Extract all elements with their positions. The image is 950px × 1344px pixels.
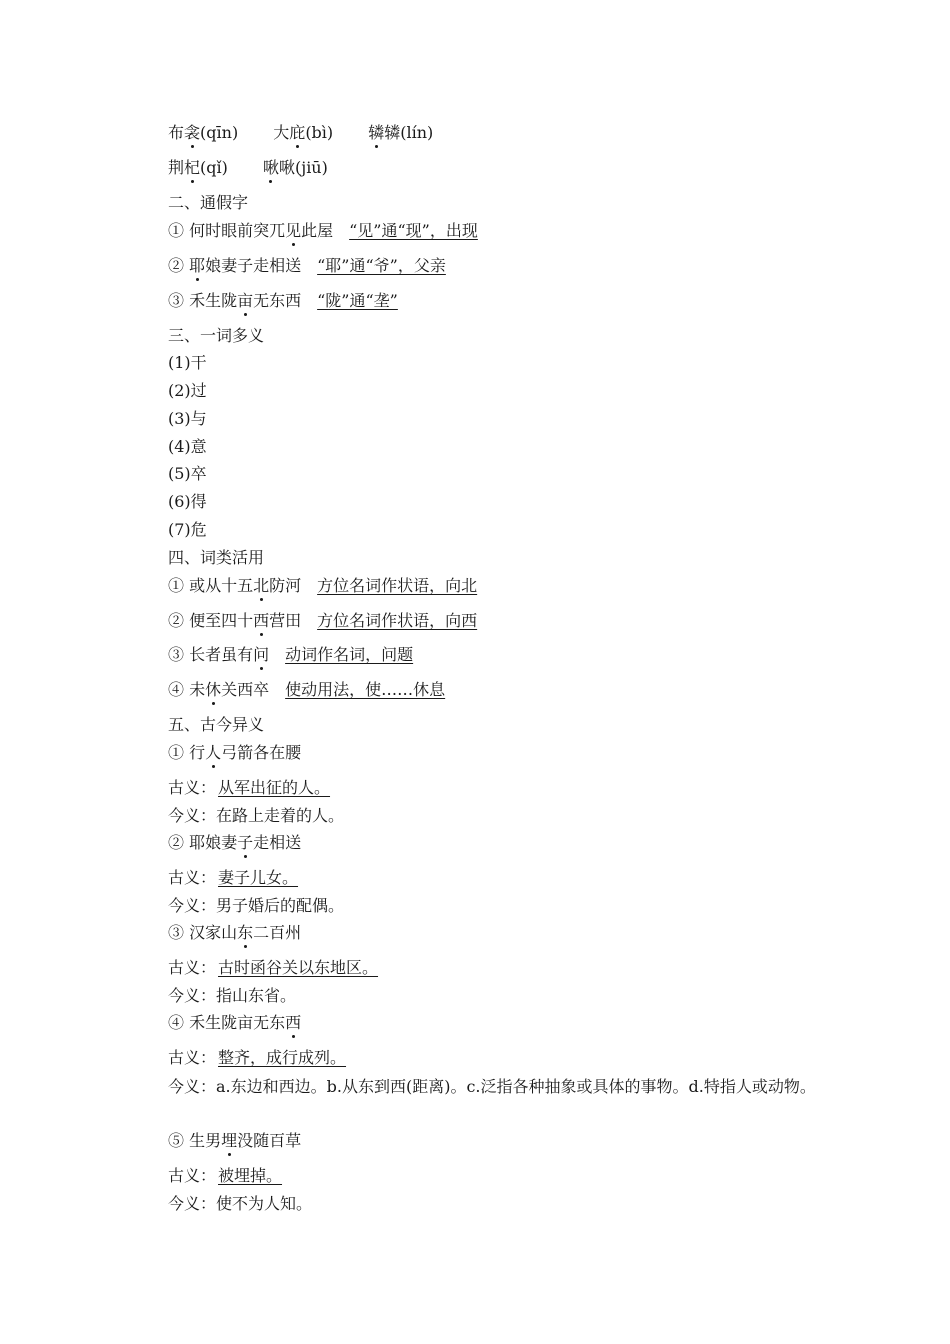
answer-underlined: 使动用法，使……休息 (285, 680, 446, 699)
dotted-char: 杞 (184, 158, 201, 177)
polysemy-item: (3)与 (168, 409, 207, 428)
tongjia-item-1: ① 何时眼前突兀见此屋 “见”通“现”，出现 (168, 221, 478, 240)
answer-underlined: 妻子儿女。 (218, 868, 299, 887)
section-heading-word-class: 四、词类活用 (168, 548, 265, 567)
ancient-meaning: 古义： 整齐，成行成列。 (168, 1048, 347, 1067)
tongjia-item-3: ③ 禾生陇亩无东西 “陇”通“垄” (168, 291, 398, 310)
polysemy-item: (1)干 (168, 353, 207, 372)
dotted-char: 辚 (368, 123, 385, 142)
dotted-char: 见 (285, 221, 302, 240)
dotted-char: 啾 (262, 158, 279, 177)
ancient-modern-item-1: ① 行人弓箭各在腰 (168, 743, 302, 762)
dotted-char: 耶 (189, 256, 206, 275)
dotted-char: 北 (253, 576, 270, 595)
word-class-item-1: ① 或从十五北防河 方位名词作状语，向北 (168, 576, 478, 595)
section-heading-tongjia: 二、通假字 (168, 193, 249, 212)
answer-underlined: “耶”通“爷”，父亲 (317, 256, 446, 275)
dotted-char: 休 (205, 680, 222, 699)
ancient-meaning: 古义： 从军出征的人。 (168, 778, 331, 797)
answer-underlined: 古时函谷关以东地区。 (218, 958, 379, 977)
answer-underlined: 方位名词作状语，向北 (317, 576, 478, 595)
ancient-meaning: 古义： 被埋掉。 (168, 1166, 283, 1185)
polysemy-item: (6)得 (168, 492, 207, 511)
dotted-char: 西 (253, 611, 270, 630)
word-class-item-2: ② 便至四十西营田 方位名词作状语，向西 (168, 611, 478, 630)
modern-meaning: 今义：指山东省。 (168, 986, 297, 1005)
answer-underlined: 被埋掉。 (218, 1166, 283, 1185)
polysemy-item: (2)过 (168, 381, 207, 400)
dotted-char: 子 (237, 833, 254, 852)
word-class-item-4: ④ 未休关西卒 使动用法，使……休息 (168, 680, 446, 699)
section-heading-ancient-modern: 五、古今异义 (168, 715, 265, 734)
modern-meaning: 今义：男子婚后的配偶。 (168, 896, 345, 915)
dotted-char: 衾 (184, 123, 201, 142)
answer-underlined: 动词作名词，问题 (285, 645, 414, 664)
ancient-modern-item-2: ② 耶娘妻子走相送 (168, 833, 302, 852)
dotted-char: 问 (253, 645, 270, 664)
dotted-char: 西 (285, 1013, 302, 1032)
ancient-meaning: 古义： 妻子儿女。 (168, 868, 299, 887)
modern-meaning-multiline: 今义：a.东边和西边。b.从东到西(距离)。c.泛指各种抽象或具体的事物。d.特指人或动物。 (168, 1077, 816, 1096)
answer-underlined: “陇”通“垄” (317, 291, 398, 310)
dotted-char: 东 (237, 923, 254, 942)
ancient-meaning: 古义： 古时函谷关以东地区。 (168, 958, 379, 977)
answer-underlined: 方位名词作状语，向西 (317, 611, 478, 630)
polysemy-item: (4)意 (168, 437, 207, 456)
ancient-modern-item-5: ⑤ 生男埋没随百草 (168, 1131, 302, 1150)
dotted-char: 人 (205, 743, 222, 762)
polysemy-item: (5)卒 (168, 464, 207, 483)
section-heading-polysemy: 三、一词多义 (168, 326, 265, 345)
answer-underlined: 从军出征的人。 (218, 778, 331, 797)
dotted-char: 亩 (237, 291, 254, 310)
word-class-item-3: ③ 长者虽有问 动词作名词，问题 (168, 645, 414, 664)
tongjia-item-2: ② 耶娘妻子走相送 “耶”通“爷”，父亲 (168, 256, 446, 275)
modern-meaning: 今义：在路上走着的人。 (168, 806, 345, 825)
ancient-modern-item-4: ④ 禾生陇亩无东西 (168, 1013, 302, 1032)
modern-meaning: 今义：使不为人知。 (168, 1194, 313, 1213)
polysemy-item: (7)危 (168, 520, 207, 539)
pronunciation-row-1: 布衾(qīn) 大庇(bì) 辚辚(lín) (168, 123, 434, 142)
answer-underlined: “见”通“现”，出现 (349, 221, 478, 240)
ancient-modern-item-3: ③ 汉家山东二百州 (168, 923, 302, 942)
dotted-char: 庇 (289, 123, 306, 142)
answer-underlined: 整齐，成行成列。 (218, 1048, 347, 1067)
dotted-char: 埋 (221, 1131, 238, 1150)
pronunciation-row-2: 荆杞(qǐ) 啾啾(jiū) (168, 158, 328, 177)
